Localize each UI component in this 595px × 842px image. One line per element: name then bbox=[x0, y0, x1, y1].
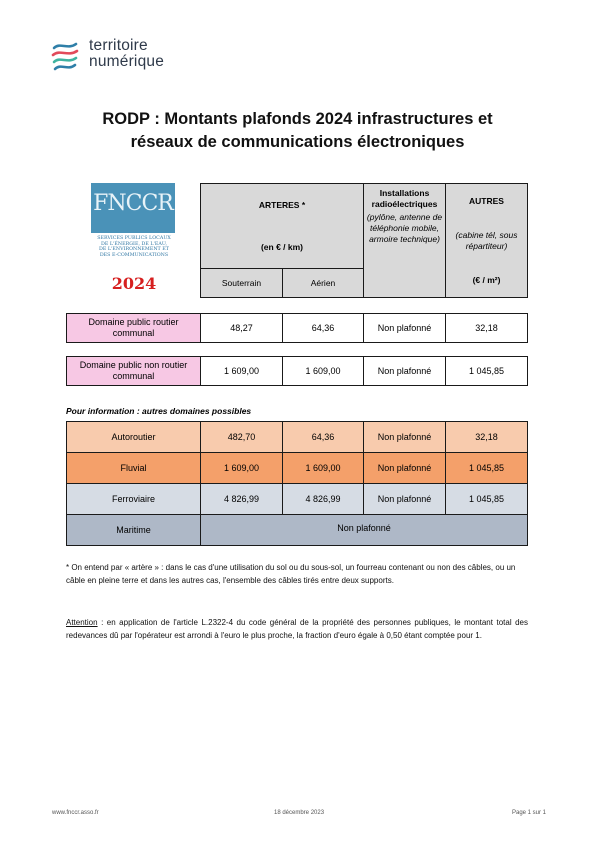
row-label: Domaine public routier communal bbox=[66, 313, 201, 343]
row-autres: 1 045,85 bbox=[445, 452, 528, 484]
row-souterrain: 48,27 bbox=[200, 313, 283, 343]
logo-line2: numérique bbox=[89, 53, 165, 70]
row-autres: 1 045,85 bbox=[445, 483, 528, 515]
header-autres-label: AUTRES bbox=[469, 195, 504, 206]
page-title bbox=[0, 108, 595, 154]
row-souterrain: 4 826,99 bbox=[200, 483, 283, 515]
artere-definition-note: * On entend par « artère » : dans le cas d'une utilisation du sol ou du sous-sol, un fourreau contenant ou non des câbles, ou un câble en pleine terre et dans les autres cas, l'ensemble des câbles tirés entre deux supports. bbox=[66, 563, 516, 585]
row-installations: Non plafonné bbox=[363, 421, 446, 453]
fnccr-subtitle bbox=[88, 236, 180, 258]
row-souterrain: 482,70 bbox=[200, 421, 283, 453]
fnccr-subtitle-line: DE L'ENVIRONNEMENT ET bbox=[99, 247, 169, 253]
header-installations-detail: (pylône, antenne de téléphonie mobile, armoire technique) bbox=[366, 212, 443, 244]
row-aerien: 1 609,00 bbox=[282, 452, 364, 484]
row-label: Fluvial bbox=[66, 452, 201, 484]
row-installations: Non plafonné bbox=[363, 483, 446, 515]
title-line2: réseaux de communications électroniques bbox=[130, 133, 465, 151]
territoire-numerique-logo bbox=[50, 38, 190, 74]
header-arteres bbox=[200, 183, 364, 269]
header-arteres-unit: (en € / km) bbox=[260, 241, 304, 252]
fnccr-subtitle-line: DE L'ÉNERGIE, DE L'EAU, bbox=[101, 241, 167, 247]
row-autres: 1 045,85 bbox=[445, 356, 528, 386]
header-installations-label: Installations radioélectriques bbox=[371, 188, 438, 209]
fnccr-subtitle-line: SERVICES PUBLICS LOCAUX bbox=[97, 236, 171, 241]
fnccr-letters: FNCCR bbox=[93, 191, 173, 216]
footer-date: 18 décembre 2023 bbox=[274, 810, 325, 816]
row-label: Maritime bbox=[66, 514, 201, 546]
row-aerien: 64,36 bbox=[282, 421, 364, 453]
year-label: 2024 bbox=[111, 274, 157, 293]
row-merged-value: Non plafonné bbox=[200, 514, 528, 546]
header-installations bbox=[363, 183, 446, 298]
row-aerien: 4 826,99 bbox=[282, 483, 364, 515]
header-autres bbox=[445, 183, 528, 298]
header-autres-unit: (€ / m²) bbox=[472, 274, 501, 285]
header-autres-detail: (cabine tél, sous répartiteur) bbox=[455, 229, 518, 251]
row-aerien: 64,36 bbox=[282, 313, 364, 343]
info-section-label: Pour information : autres domaines possibles bbox=[66, 406, 252, 416]
row-installations: Non plafonné bbox=[363, 356, 446, 386]
row-label: Autoroutier bbox=[66, 421, 201, 453]
header-aerien: Aérien bbox=[282, 268, 364, 298]
header-arteres-label: ARTERES * bbox=[258, 199, 306, 210]
row-installations: Non plafonné bbox=[363, 313, 446, 343]
row-autres: 32,18 bbox=[445, 313, 528, 343]
title-line1: RODP : Montants plafonds 2024 infrastructures et bbox=[102, 110, 493, 128]
attention-text: : en application de l'article L.2322-4 du code général de la propriété des personnes publiques, le montant total des redevances dû par l'opérateur est arrondi à l'euro le plus proche, la fraction d'euro égale à 0,50 étant comptée pour 1. bbox=[66, 618, 528, 640]
footer-website[interactable]: www.fnccr.asso.fr bbox=[52, 810, 99, 816]
attention-note bbox=[66, 616, 528, 642]
row-installations: Non plafonné bbox=[363, 452, 446, 484]
row-souterrain: 1 609,00 bbox=[200, 452, 283, 484]
row-souterrain: 1 609,00 bbox=[200, 356, 283, 386]
fnccr-subtitle-line: DES E-COMMUNICATIONS bbox=[99, 252, 169, 258]
row-autres: 32,18 bbox=[445, 421, 528, 453]
attention-label: Attention bbox=[66, 618, 98, 627]
footer-page-number: Page 1 sur 1 bbox=[512, 810, 547, 816]
row-label: Domaine public non routier communal bbox=[66, 356, 201, 386]
row-aerien: 1 609,00 bbox=[282, 356, 364, 386]
row-label: Ferroviaire bbox=[66, 483, 201, 515]
logo-mark-icon bbox=[50, 40, 80, 72]
logo-line1: territoire bbox=[89, 37, 148, 54]
fnccr-logo bbox=[88, 183, 180, 273]
header-souterrain: Souterrain bbox=[200, 268, 283, 298]
logo-wordmark bbox=[89, 38, 164, 70]
